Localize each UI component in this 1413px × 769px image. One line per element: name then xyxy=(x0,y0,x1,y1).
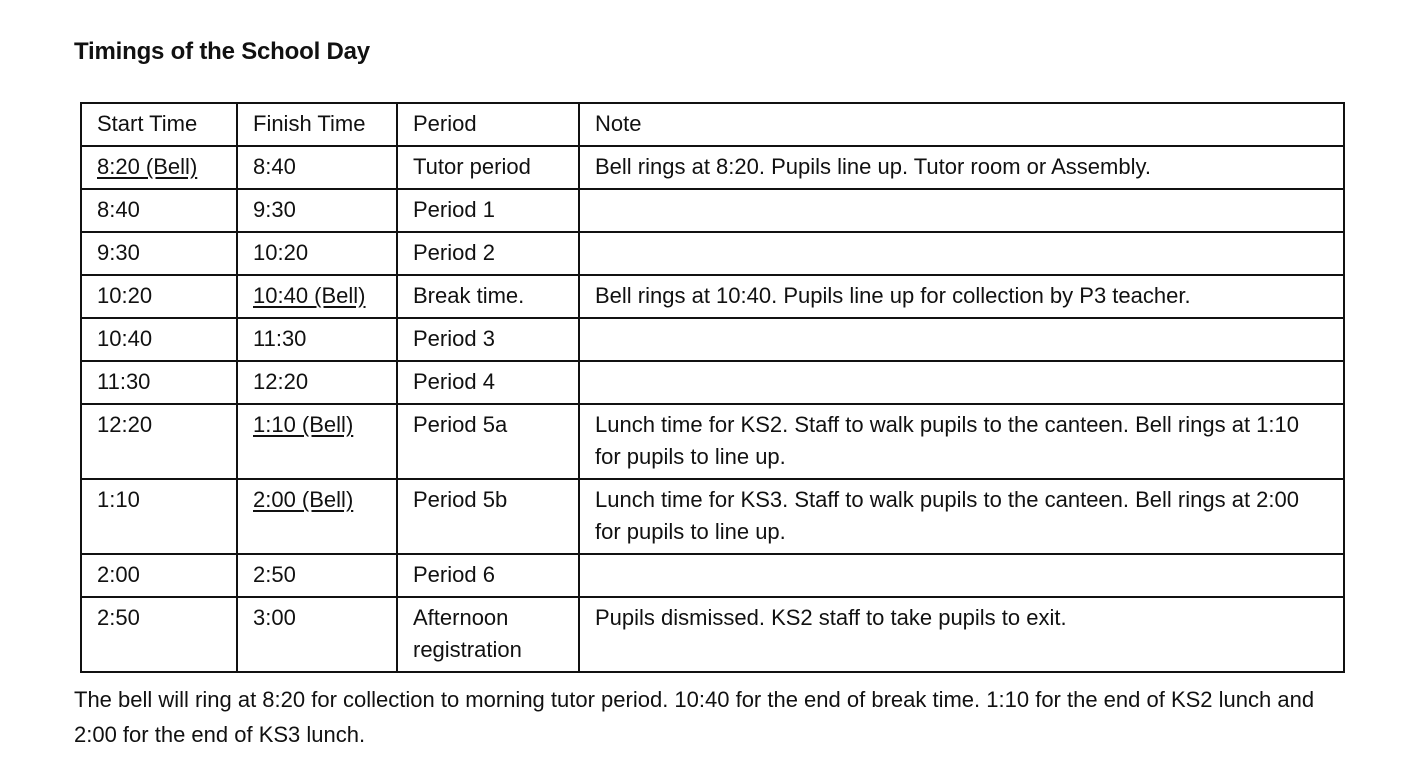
cell-start-time: 2:00 xyxy=(81,554,237,597)
table-row xyxy=(81,404,1344,479)
cell-note xyxy=(579,189,1344,232)
header-start-time: Start Time xyxy=(81,103,237,146)
document-title: Timings of the School Day xyxy=(74,38,370,65)
cell-finish-time: 2:50 xyxy=(237,554,397,597)
timings-table xyxy=(80,102,1345,673)
cell-period: Period 5a xyxy=(397,404,579,479)
cell-finish-time: 10:20 xyxy=(237,232,397,275)
bell-time-link-text: 2:00 (Bell) xyxy=(253,487,354,512)
table-row xyxy=(81,275,1344,318)
cell-note: Bell rings at 8:20. Pupils line up. Tutor room or Assembly. xyxy=(579,146,1344,189)
bell-time-link-text: 1:10 (Bell) xyxy=(253,412,354,437)
cell-note xyxy=(579,232,1344,275)
table-row xyxy=(81,318,1344,361)
cell-start-time: 1:10 xyxy=(81,479,237,554)
cell-finish-time xyxy=(237,479,397,554)
cell-period: Period 5b xyxy=(397,479,579,554)
bell-time-link-text: 10:40 (Bell) xyxy=(253,283,366,308)
cell-start-time: 12:20 xyxy=(81,404,237,479)
cell-start-time: 11:30 xyxy=(81,361,237,404)
cell-note xyxy=(579,554,1344,597)
header-period: Period xyxy=(397,103,579,146)
cell-period: Tutor period xyxy=(397,146,579,189)
cell-finish-time: 9:30 xyxy=(237,189,397,232)
cell-period: Afternoon registration xyxy=(397,597,579,672)
table-row xyxy=(81,146,1344,189)
cell-period: Period 1 xyxy=(397,189,579,232)
cell-finish-time: 8:40 xyxy=(237,146,397,189)
cell-period: Period 4 xyxy=(397,361,579,404)
cell-finish-time: 12:20 xyxy=(237,361,397,404)
cell-period: Period 3 xyxy=(397,318,579,361)
cell-period: Period 6 xyxy=(397,554,579,597)
header-note: Note xyxy=(579,103,1344,146)
cell-note: Lunch time for KS2. Staff to walk pupils to the canteen. Bell rings at 1:10 for pupils to line up. xyxy=(579,404,1344,479)
cell-finish-time: 11:30 xyxy=(237,318,397,361)
cell-period: Period 2 xyxy=(397,232,579,275)
cell-note: Pupils dismissed. KS2 staff to take pupils to exit. xyxy=(579,597,1344,672)
cell-start-time: 2:50 xyxy=(81,597,237,672)
cell-start-time: 9:30 xyxy=(81,232,237,275)
table-row xyxy=(81,479,1344,554)
cell-period: Break time. xyxy=(397,275,579,318)
header-finish-time: Finish Time xyxy=(237,103,397,146)
bell-schedule-footnote: The bell will ring at 8:20 for collection to morning tutor period. 10:40 for the end of break time. 1:10 for the end of KS2 lunch and 2:00 for the end of KS3 lunch. xyxy=(74,687,1315,747)
cell-start-time: 10:40 xyxy=(81,318,237,361)
cell-note xyxy=(579,361,1344,404)
cell-note: Lunch time for KS3. Staff to walk pupils to the canteen. Bell rings at 2:00 for pupils to line up. xyxy=(579,479,1344,554)
table-row xyxy=(81,189,1344,232)
table-row xyxy=(81,361,1344,404)
table-row xyxy=(81,554,1344,597)
table-row xyxy=(81,232,1344,275)
cell-finish-time xyxy=(237,404,397,479)
table-row xyxy=(81,597,1344,672)
bell-time-link-text: 8:20 (Bell) xyxy=(97,154,198,179)
cell-start-time: 8:40 xyxy=(81,189,237,232)
cell-note xyxy=(579,318,1344,361)
cell-note: Bell rings at 10:40. Pupils line up for collection by P3 teacher. xyxy=(579,275,1344,318)
cell-finish-time: 3:00 xyxy=(237,597,397,672)
table-header-row xyxy=(81,103,1344,146)
cell-start-time: 10:20 xyxy=(81,275,237,318)
cell-start-time xyxy=(81,146,237,189)
cell-finish-time xyxy=(237,275,397,318)
timings-table-body xyxy=(81,103,1344,672)
